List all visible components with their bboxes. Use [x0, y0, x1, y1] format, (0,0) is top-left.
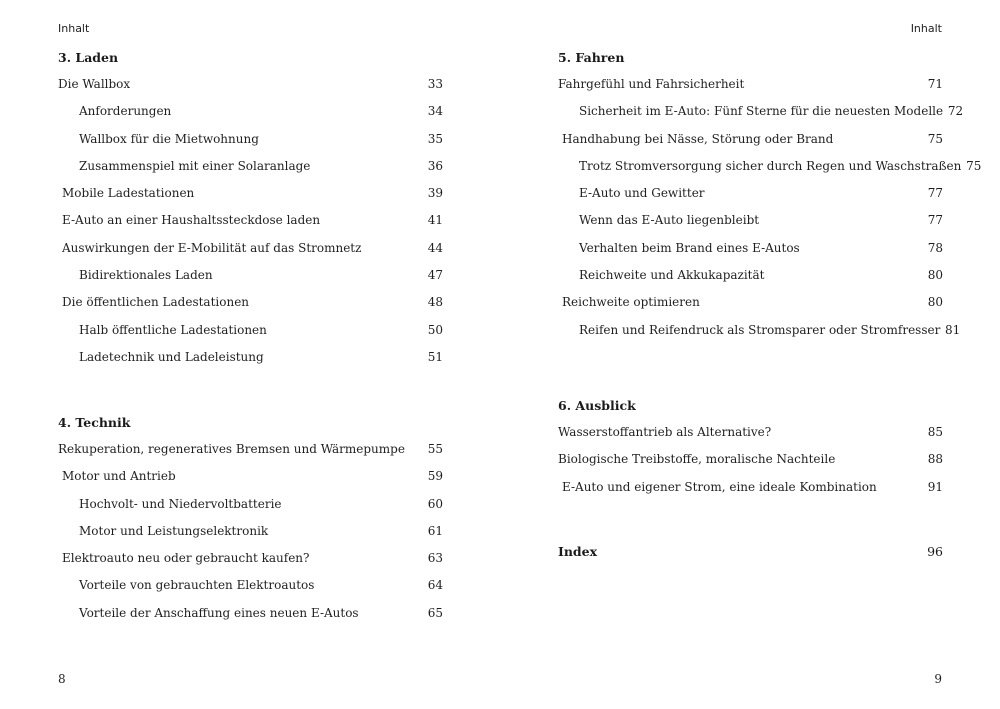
toc-entry-page-number: 59 — [427, 469, 443, 484]
toc-entry-title: Halb öffentliche Ladestationen — [79, 322, 267, 337]
toc-entry-page-number: 65 — [427, 605, 443, 620]
toc-entry-title: Ladetechnik und Ladeleistung — [79, 349, 264, 364]
toc-entry — [58, 604, 443, 631]
toc-entry-page-number: 34 — [427, 104, 443, 119]
toc-entry-title: Reichweite und Akkukapazität — [579, 268, 765, 283]
toc-entry — [58, 495, 443, 522]
toc-entry — [58, 184, 443, 211]
toc-entry-page-number: 61 — [427, 523, 443, 538]
toc-entry-page-number: 50 — [427, 322, 443, 337]
toc-section-fahren — [558, 48, 982, 348]
toc-entry — [558, 450, 943, 477]
toc-entry-page-number: 63 — [427, 551, 443, 566]
toc-entry-title: Vorteile von gebrauchten Elektroautos — [79, 578, 315, 593]
running-head: Inhalt — [910, 22, 942, 35]
toc-entry-title: Biologische Treibstoffe, moralische Nachteile — [558, 452, 836, 467]
toc-entry-page-number: 33 — [427, 77, 443, 91]
toc-entry-title: E-Auto an einer Haushaltssteckdose laden — [62, 213, 321, 228]
toc-entry-title: Hochvolt- und Niedervoltbatterie — [79, 496, 282, 511]
toc-entry — [558, 293, 943, 320]
toc-entry — [558, 423, 943, 450]
section-title: 3. Laden — [58, 50, 119, 65]
toc-entry-title: Die Wallbox — [58, 77, 131, 91]
toc-entry — [558, 184, 943, 211]
toc-entry — [58, 102, 443, 129]
toc-entry — [58, 157, 443, 184]
page-number: 9 — [934, 672, 942, 686]
toc-entry-page-number: 85 — [927, 425, 943, 439]
toc-entry-page-number: 71 — [927, 77, 943, 91]
section-title: 6. Ausblick — [558, 398, 636, 413]
toc-entry-title: Verhalten beim Brand eines E-Autos — [579, 240, 800, 255]
toc-entry-title: Handhabung bei Nässe, Störung oder Brand — [562, 131, 834, 146]
section-title: 5. Fahren — [558, 50, 625, 65]
toc-entry-page-number: 60 — [427, 496, 443, 511]
toc-section-ausblick — [558, 396, 943, 505]
toc-entry — [58, 211, 443, 238]
toc-entry — [558, 266, 943, 293]
toc-section-technik — [58, 413, 443, 631]
toc-entry — [58, 75, 443, 102]
toc-index — [558, 542, 943, 562]
toc-entry-page-number: 80 — [927, 295, 943, 310]
page-number: 8 — [58, 672, 66, 686]
toc-entry — [58, 239, 443, 266]
toc-entry — [58, 266, 443, 293]
toc-entry — [58, 130, 443, 157]
toc-entry — [558, 321, 961, 348]
toc-entry — [58, 576, 443, 603]
toc-entry-title: Auswirkungen der E-Mobilität auf das Stromnetz — [62, 240, 362, 255]
toc-entry-title: Wenn das E-Auto liegenbleibt — [579, 213, 760, 228]
toc-entry-page-number: 72 — [947, 104, 964, 119]
toc-entry-page-number: 36 — [427, 158, 443, 173]
toc-entry-page-number: 51 — [427, 349, 443, 364]
toc-entry-title: E-Auto und eigener Strom, eine ideale Kombination — [562, 479, 877, 494]
toc-entry-title: Motor und Antrieb — [62, 469, 176, 484]
toc-entry-page-number: 39 — [427, 186, 443, 201]
toc-entry-title: Anforderungen — [79, 104, 172, 119]
toc-entry — [58, 522, 443, 549]
index-title: Index — [558, 544, 598, 559]
toc-entry-page-number: 81 — [945, 322, 961, 337]
toc-entry-title: Vorteile der Anschaffung eines neuen E-Autos — [79, 605, 359, 620]
toc-entry-page-number: 47 — [427, 268, 443, 283]
toc-entry — [58, 321, 443, 348]
toc-entry-title: Wallbox für die Mietwohnung — [79, 131, 259, 146]
toc-entry — [58, 348, 443, 375]
toc-entry-page-number: 80 — [927, 268, 943, 283]
toc-entry-title: Fahrgefühl und Fahrsicherheit — [558, 77, 745, 91]
toc-entry-title: Zusammenspiel mit einer Solaranlage — [79, 158, 311, 173]
toc-entry-title: E-Auto und Gewitter — [579, 186, 705, 201]
toc-entry — [558, 130, 943, 157]
toc-entry-title: Mobile Ladestationen — [62, 186, 195, 201]
toc-entry-page-number: 44 — [427, 240, 443, 255]
index-page-number: 96 — [927, 544, 943, 559]
toc-entry-page-number: 77 — [927, 186, 943, 201]
toc-entries — [58, 440, 443, 631]
toc-entry-title: Reifen und Reifendruck als Stromsparer oder Stromfresser — [579, 322, 941, 337]
toc-entry — [558, 102, 964, 129]
toc-entry-page-number: 48 — [427, 295, 443, 310]
running-head: Inhalt — [58, 22, 90, 35]
toc-entry-page-number: 64 — [427, 578, 443, 593]
toc-entries — [58, 75, 443, 375]
toc-entry-title: Reichweite optimieren — [562, 295, 700, 310]
toc-entry-title: Bidirektionales Laden — [79, 268, 213, 283]
toc-entry — [558, 75, 943, 102]
toc-entry-page-number: 35 — [427, 131, 443, 146]
toc-entry-title: Motor und Leistungselektronik — [79, 523, 269, 538]
toc-entry-page-number: 55 — [427, 442, 443, 456]
toc-entries — [558, 75, 982, 348]
toc-section-laden — [58, 48, 443, 375]
index-entry — [558, 542, 943, 562]
toc-entry-title: Wasserstoffantrieb als Alternative? — [558, 425, 772, 439]
toc-entry-page-number: 77 — [927, 213, 943, 228]
toc-entry — [58, 467, 443, 494]
toc-entry — [58, 293, 443, 320]
toc-entry-page-number: 75 — [927, 131, 943, 146]
toc-entry-title: Elektroauto neu oder gebraucht kaufen? — [62, 551, 310, 566]
toc-entries — [558, 423, 943, 505]
toc-entry-title: Sicherheit im E-Auto: Fünf Sterne für die neuesten Modelle — [579, 104, 944, 119]
section-title: 4. Technik — [58, 415, 131, 430]
toc-entry — [558, 239, 943, 266]
toc-entry-page-number: 41 — [427, 213, 443, 228]
toc-entry — [558, 211, 943, 238]
toc-entry-page-number: 91 — [927, 479, 943, 494]
toc-entry-page-number: 88 — [927, 452, 943, 467]
toc-entry — [58, 549, 443, 576]
toc-entry — [558, 478, 943, 505]
toc-entry — [58, 440, 443, 467]
toc-entry-title: Rekuperation, regeneratives Bremsen und Wärmepumpe — [58, 442, 405, 456]
toc-entry-title: Die öffentlichen Ladestationen — [62, 295, 250, 310]
toc-entry-title: Trotz Stromversorgung sicher durch Regen und Waschstraßen — [579, 158, 962, 173]
right-page — [500, 0, 1000, 709]
toc-entry-page-number: 75 — [966, 158, 982, 173]
toc-entry-page-number: 78 — [927, 240, 943, 255]
toc-entry — [558, 157, 982, 184]
